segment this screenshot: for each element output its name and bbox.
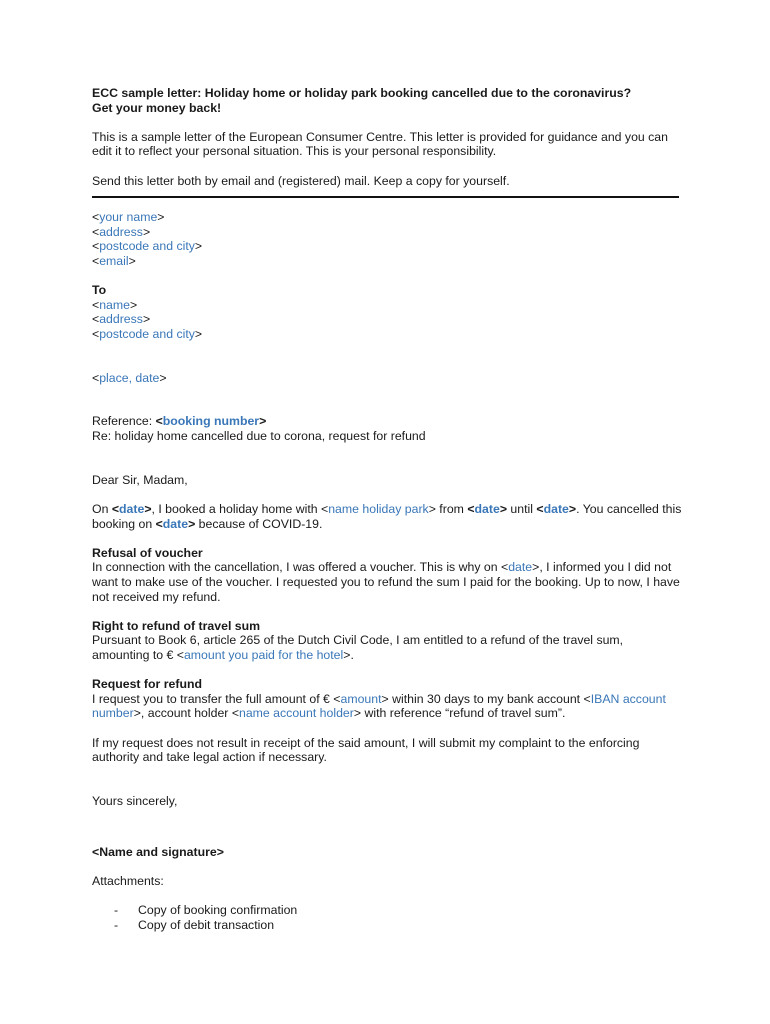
to-label: To — [92, 283, 107, 298]
sender-name: your name — [99, 210, 158, 225]
sender-email-line: <email> — [92, 253, 136, 268]
sender-postcode-city: postcode and city — [99, 239, 195, 254]
voucher-heading: Refusal of voucher — [92, 545, 203, 560]
request-refund-paragraph: I request you to transfer the full amount of € <amount> within 30 days to my bank account <IBAN account number>, account holder <name account holder> with reference “refund of travel sum”. — [92, 691, 666, 721]
booking-number: booking number — [162, 414, 260, 429]
signature: Name and signature — [99, 844, 217, 859]
recipient-address: address — [99, 312, 143, 327]
sender-address: address — [99, 224, 143, 239]
salutation: Dear Sir, Madam, — [92, 472, 188, 487]
sender-email: email — [99, 253, 129, 268]
intro-paragraph: This is a sample letter of the European Consumer Centre. This letter is provided for guidance and you can edit it to reflect your personal situation. This is your personal responsibility. — [92, 129, 668, 159]
reference-label: Reference: — [92, 414, 156, 429]
sender-address-line: <address> — [92, 224, 151, 239]
booking-paragraph: On <date>, I booked a holiday home with <name holiday park> from <date> until <date>. You cancelled this booking on <date> because of COVID-19. — [92, 502, 682, 531]
recipient-postcode-city: postcode and city — [99, 326, 195, 341]
recipient-block — [92, 283, 682, 341]
request-refund-heading: Request for refund — [92, 677, 202, 692]
sender-name-line: <your name> — [92, 210, 165, 225]
iban-number: IBAN account number — [92, 691, 666, 721]
closing: Yours sincerely, — [92, 793, 178, 808]
signature-line: <Name and signature> — [92, 844, 224, 859]
attachments-list — [92, 903, 682, 932]
attachment-item: - Copy of debit transaction — [114, 917, 275, 932]
title-line-1: ECC sample letter: Holiday home or holiday park booking cancelled due to the coronavirus? — [92, 86, 632, 100]
stay-start-date: date — [474, 502, 500, 517]
attachment-item: - Copy of booking confirmation — [114, 903, 298, 918]
re-line: Re: holiday home cancelled due to corona, request for refund — [92, 429, 426, 444]
divider — [92, 196, 679, 198]
recipient-name: name — [99, 297, 130, 312]
account-holder: name account holder — [239, 706, 354, 721]
amount-paid: amount you paid for the hotel — [183, 647, 344, 662]
stay-end-date: date — [543, 502, 569, 517]
recipient-address-line: <address> — [92, 312, 151, 327]
sender-postcode-line: <postcode and city> — [92, 239, 203, 254]
letter-title — [92, 86, 682, 115]
holiday-park-name: name holiday park — [328, 502, 429, 517]
voucher-date: date — [508, 560, 533, 575]
send-note: Send this letter both by email and (registered) mail. Keep a copy for yourself. — [92, 173, 510, 188]
cancellation-date: date — [162, 516, 189, 531]
sender-block — [92, 210, 682, 268]
recipient-postcode-line: <postcode and city> — [92, 326, 203, 341]
voucher-paragraph: In connection with the cancellation, I was offered a voucher. This is why on <date>, I informed you I did not want to make use of the voucher. I requested you to refund the sum I paid for the booking. Up to now, I have not received my refund. — [92, 560, 680, 604]
attachments-label: Attachments: — [92, 873, 164, 888]
booking-date: date — [119, 502, 145, 517]
right-refund-heading: Right to refund of travel sum — [92, 618, 261, 633]
place-date: place, date — [99, 370, 160, 385]
title-line-2: Get your money back! — [92, 100, 222, 115]
right-refund-paragraph: Pursuant to Book 6, article 265 of the Dutch Civil Code, I am entitled to a refund of the travel sum, amounting to € <amount you paid for the hotel>. — [92, 633, 624, 662]
letter-content — [92, 86, 682, 932]
refund-amount: amount — [340, 691, 382, 706]
place-date-line: <place, date> — [92, 370, 167, 385]
reference-line: Reference: <booking number> — [92, 414, 267, 429]
recipient-name-line: <name> — [92, 297, 138, 312]
enforcement-paragraph: If my request does not result in receipt of the said amount, I will submit my complaint to the enforcing authority and take legal action if necessary. — [92, 735, 640, 765]
